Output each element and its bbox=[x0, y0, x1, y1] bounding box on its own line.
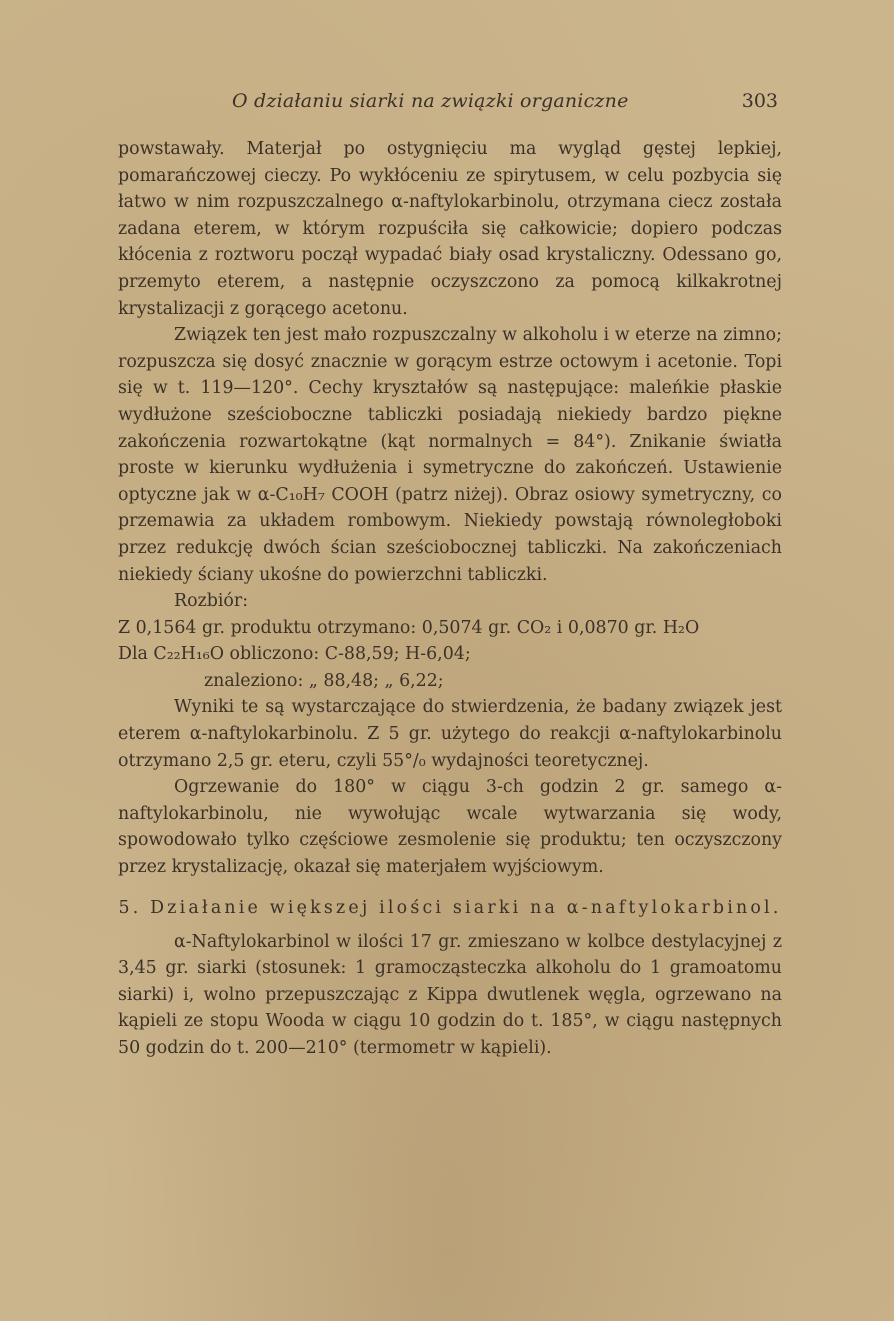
analysis-line-1: Z 0,1564 gr. produktu otrzymano: 0,5074 gr. CO₂ i 0,0870 gr. H₂O bbox=[118, 617, 700, 638]
section-5-title: 5. Działanie większej ilości siarki na α-naftylokarbinol. bbox=[118, 897, 782, 918]
analysis-line-2: Dla C₂₂H₁₆O obliczono: C-88,59; H-6,04; bbox=[118, 644, 471, 665]
paragraph-3: Wyniki te są wystarczające do stwierdzenia, że badany związek jest eterem α-naftylokarbinolu. Z 5 gr. użytego do reakcji α-naftylokarbinolu otrzymano 2,5 gr. eteru, czyli 55°/₀ wydajności teoretycznej. bbox=[118, 697, 782, 771]
analysis-line-3: znaleziono: „ 88,48; „ 6,22; bbox=[204, 670, 444, 691]
paragraph-2: Związek ten jest mało rozpuszczalny w alkoholu i w eterze na zimno; rozpuszcza się dosyć znacznie w gorącym estrze octowym i acetonie. Topi się w t. 119—120°. Cechy kryształów są następujące: maleńkie płaskie wydłużone sześcioboczne tabliczki posiadają niekiedy bardzo piękne zakończenia rozwartokątne (kąt normalnych = 84°). Znikanie światła proste w kierunku wydłużenia i symetryczne do zakończeń. Ustawienie optyczne jak w α-C₁₀H₇ COOH (patrz niżej). Obraz osiowy symetryczny, co przemawia za układem rombowym. Niekiedy powstają równoległoboki przez redukcję dwóch ścian sześciobocznej tabliczki. Na zakończeniach niekiedy ściany ukośne do powierzchni tabliczki. bbox=[118, 325, 782, 585]
running-title: O działaniu siarki na związki organiczne bbox=[232, 90, 629, 112]
paragraph-4: Ogrzewanie do 180° w ciągu 3-ch godzin 2 gr. samego α-naftylokarbinolu, nie wywołując wcale wytwarzania się wody, spowodowało tylko częściowe zesmolenie się produktu; ten oczyszczony przez krystalizację, okazał się materjałem wyjściowym. bbox=[118, 777, 782, 878]
analysis-label: Rozbiór: bbox=[174, 591, 249, 612]
page-header bbox=[118, 90, 778, 120]
paragraph-5: α-Naftylokarbinol w ilości 17 gr. zmieszano w kolbce destylacyjnej z 3,45 gr. siarki (stosunek: 1 gramocząsteczka alkoholu do 1 gramoatomu siarki) i, wolno przepuszczając z Kippa dwutlenek węgla, ogrzewano na kąpieli ze stopu Wooda w ciągu 10 godzin do t. 185°, w ciągu następnych 50 godzin do t. 200—210° (termometr w kąpieli). bbox=[118, 931, 782, 1058]
page-number: 303 bbox=[741, 90, 778, 112]
body-text bbox=[118, 136, 782, 1062]
paragraph-1: powstawały. Materjał po ostygnięciu ma wygląd gęstej lepkiej, pomarańczowej cieczy. Po wykłóceniu ze spirytusem, w celu pozbycia się łatwo w nim rozpuszczalnego α-naftylokarbinolu, otrzymana ciecz została zadana eterem, w którym rozpuściła się całkowicie; dopiero podczas kłócenia z roztworu począł wypadać biały osad krystaliczny. Odessano go, przemyto eterem, a następnie oczyszczono za pomocą kilkakrotnej krystalizacji z gorącego acetonu. bbox=[118, 139, 782, 319]
